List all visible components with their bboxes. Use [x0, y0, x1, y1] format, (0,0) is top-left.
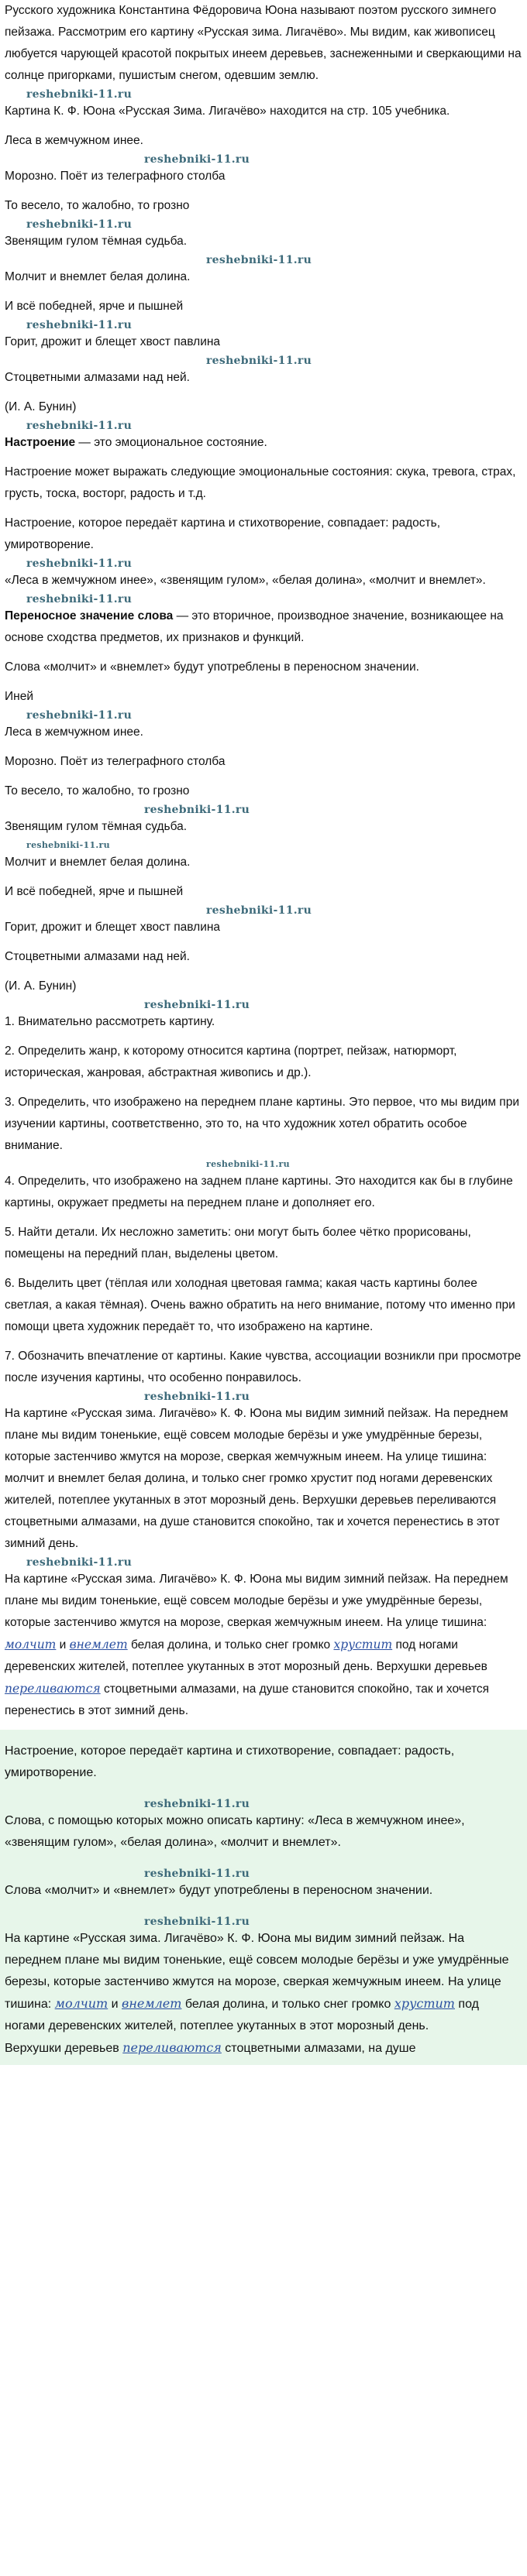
poem2-line-3: То весело, то жалобно, то грозно [5, 784, 190, 797]
answer-mood: Настроение, которое передаёт картина и стихотворение, совпадает: радость, умиротворение. [5, 1744, 455, 1779]
intro-paragraph: Русского художника Константина Фёдоровича Юона называют поэтом русского зимнего пейзажа. Рассмотрим его картину «Русская зима. Лигачёво». Мы видим, как живописец любуется чарующей красотой покрытых инеем деревьев, заснеженными и сверкающими на солнце пригорками, пушистым снегом, одевшим землю. [5, 4, 522, 82]
watermark: reshebniki-11.ru [26, 1556, 133, 1569]
answer-essay-tail: Верхушки деревьев переливаются стоцветными алмазами, на душе [5, 2040, 416, 2055]
poem1-line-4: Звенящим гулом тёмная судьба. [5, 235, 188, 248]
handwritten-word-perelivayutsya: переливаются [5, 1682, 101, 1696]
step-7: 7. Обозначить впечатление от картины. Какие чувства, ассоциации возникли при просмотре после изучения картины, что особенно понравилось. [5, 1350, 522, 1384]
poem2-line-1: Леса в жемчужном инее. [5, 725, 143, 739]
watermark: reshebniki-11.ru [26, 840, 110, 850]
watermark: reshebniki-11.ru [144, 1868, 250, 1880]
watermark: reshebniki-11.ru [26, 420, 133, 432]
watermark: reshebniki-11.ru [144, 153, 250, 166]
poem2-line-7: Горит, дрожит и блещет хвост павлина [5, 921, 221, 934]
watermark: reshebniki-11.ru [144, 1916, 250, 1928]
poem2-line-6: И всё победней, ярче и пышней [5, 885, 184, 898]
essay-marked: На картине «Русская зима. Лигачёво» К. Ф. Юона мы видим зимний пейзаж. На переднем плане мы видим тоненькие, ещё совсем молодые берёзы и уже умудрённые березы, которые застенчиво жмутся на морозе, сверкая жемчужным инеем. На улице тишина: молчит и внемлет белая долина, и только снег громко хрустит под ногами деревенских жителей, потеплее укутанных в этот морозный день. Верхушки деревьев переливаются стоцветными алмазами, на душе становится спокойно, так и хочется перенестись в этот зимний день. [5, 1573, 508, 1717]
poem1-line-2: Морозно. Поёт из телеграфного столба [5, 170, 226, 183]
handwritten-word-vnemlet: внемлет [69, 1638, 128, 1652]
watermark: reshebniki-11.ru [26, 593, 133, 605]
poem1-line-5: Молчит и внемлет белая долина. [5, 270, 191, 283]
figurative-answer-paragraph: Слова «молчит» и «внемлет» будут употреблены в переносном значении. [5, 660, 419, 674]
step-6: 6. Выделить цвет (тёплая или холодная цветовая гамма; какая часть картины более светлая, а какая тёмная). Очень важно обратить на него внимание, потому что именно при помощи цвета художник передаёт то, что изображено на картине. [5, 1277, 515, 1333]
moods-paragraph: Настроение может выражать следующие эмоциональные состояния: скука, тревога, страх, грусть, тоска, восторг, радость и т.д. [5, 465, 516, 500]
figurative-definition [5, 605, 522, 649]
poem1-author: (И. А. Бунин) [5, 400, 77, 413]
watermark: reshebniki-11.ru [26, 709, 133, 722]
step-2: 2. Определить жанр, к которому относится картина (портрет, пейзаж, натюрморт, историческая, жанровая, абстрактная живопись и др.). [5, 1044, 457, 1079]
mood-def-text: — это эмоциональное состояние. [75, 436, 267, 449]
mood-definition [5, 432, 522, 454]
words-paragraph: «Леса в жемчужном инее», «звенящим гулом», «белая долина», «молчит и внемлет». [5, 574, 486, 587]
mood-term: Настроение [5, 436, 76, 449]
mood-answer-paragraph: Настроение, которое передаёт картина и стихотворение, совпадает: радость, умиротворение. [5, 516, 441, 551]
watermark: reshebniki-11.ru [206, 904, 312, 917]
watermark: reshebniki-11.ru [26, 218, 133, 231]
step-4: 4. Определить, что изображено на заднем плане картины. Это находится как бы в глубине картины, окружает предметы на переднем плане и дополняет его. [5, 1175, 513, 1209]
poem1-line-8: Стоцветными алмазами над ней. [5, 371, 190, 384]
answers-block [0, 1730, 527, 2065]
step-1: 1. Внимательно рассмотреть картину. [5, 1015, 215, 1028]
answer-figurative: Слова «молчит» и «внемлет» будут употреблены в переносном значении. [5, 1884, 433, 1897]
handwritten-word-molchit: молчит [5, 1638, 57, 1652]
handwritten-word-molchit: молчит [54, 1996, 108, 2011]
handwritten-word-hrustit: хрустит [394, 1996, 455, 2011]
watermark: reshebniki-11.ru [26, 319, 133, 331]
poem2-title: Иней [5, 690, 33, 703]
step-3: 3. Определить, что изображено на переднем плане картины. Это первое, что мы видим при изучении картины, соответственно, это то, на что художник хотел обратить особое внимание. [5, 1096, 519, 1152]
watermark: reshebniki-11.ru [26, 88, 133, 101]
poem2-author: (И. А. Бунин) [5, 979, 77, 993]
poem1-line-7: Горит, дрожит и блещет хвост павлина [5, 335, 221, 348]
handwritten-word-hrustit: хрустит [333, 1638, 393, 1652]
figurative-def-text: — это вторичное, производное значение, возникающее на основе сходства предметов, их признаков и функций. [5, 609, 504, 644]
handwritten-word-vnemlet: внемлет [122, 1996, 182, 2011]
watermark: reshebniki-11.ru [26, 557, 133, 570]
poem1-line-3: То весело, то жалобно, то грозно [5, 199, 190, 212]
answer-essay: На картине «Русская зима. Лигачёво» К. Ф. Юона мы видим зимний пейзаж. На переднем плане мы видим тоненькие, ещё совсем молодые берёзы и уже умудрённые березы, которые застенчиво жмутся на морозе, сверкая жемчужным инеем. На улице тишина: молчит и внемлет белая долина, и только снег громко хрустит под ногами деревенских жителей, потеплее укутанных в этот морозный день. [5, 1932, 509, 2032]
handwritten-word-perelivayutsya: переливаются [122, 2040, 222, 2055]
answer-words: Слова, с помощью которых можно описать картину: «Леса в жемчужном инее», «звенящим гулом», «белая долина», «молчит и внемлет». [5, 1814, 465, 1849]
essay-plain: На картине «Русская зима. Лигачёво» К. Ф. Юона мы видим зимний пейзаж. На переднем плане мы видим тоненькие, ещё совсем молодые берёзы и уже умудрённые березы, которые застенчиво жмутся на морозе, сверкая жемчужным инеем. На улице тишина: молчит и внемлет белая долина, и только снег громко хрустит под ногами деревенских жителей, потеплее укутанных в этот морозный день. Верхушки деревьев переливаются стоцветными алмазами, на душе становится спокойно, так и хочется перенестись в этот зимний день. [5, 1407, 508, 1550]
watermark: reshebniki-11.ru [206, 1159, 290, 1169]
poem1-line-6: И всё победней, ярче и пышней [5, 300, 184, 313]
poem2-line-4: Звенящим гулом тёмная судьба. [5, 820, 188, 833]
watermark: reshebniki-11.ru [144, 1391, 250, 1403]
watermark: reshebniki-11.ru [144, 1798, 250, 1810]
poem2-line-8: Стоцветными алмазами над ней. [5, 950, 190, 963]
step-5: 5. Найти детали. Их несложно заметить: они могут быть более чётко прорисованы, помещены на передний план, выделены цветом. [5, 1226, 471, 1261]
watermark: reshebniki-11.ru [206, 355, 312, 367]
watermark: reshebniki-11.ru [144, 804, 250, 816]
poem1-line-1: Леса в жемчужном инее. [5, 134, 143, 147]
watermark: reshebniki-11.ru [144, 999, 250, 1011]
figurative-term: Переносное значение слова [5, 609, 174, 623]
poem2-line-5: Молчит и внемлет белая долина. [5, 856, 191, 869]
location-paragraph: Картина К. Ф. Юона «Русская Зима. Лигачёво» находится на стр. 105 учебника. [5, 105, 450, 118]
poem2-line-2: Морозно. Поёт из телеграфного столба [5, 755, 226, 768]
watermark: reshebniki-11.ru [206, 254, 312, 266]
